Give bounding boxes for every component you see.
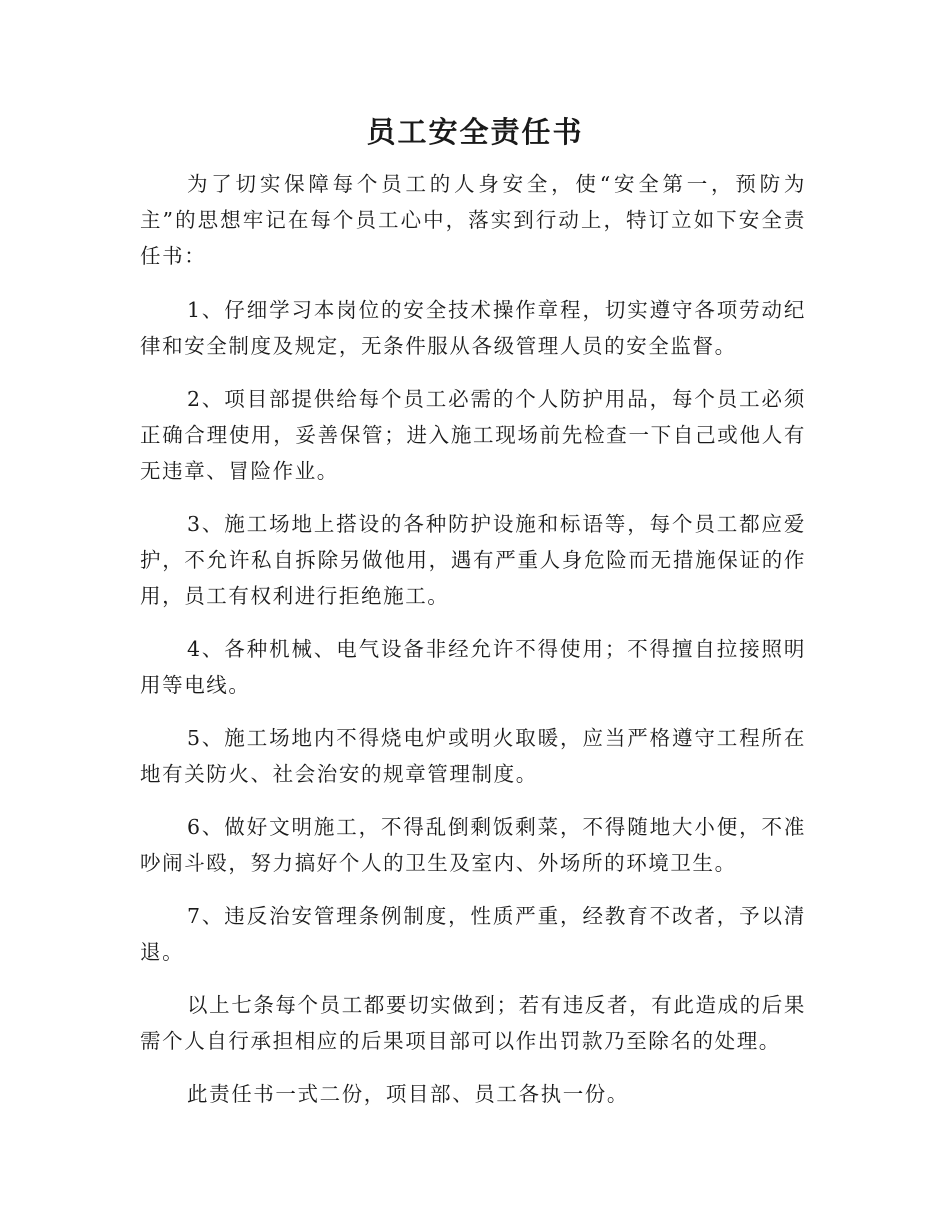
document-body: [140, 166, 806, 1129]
clause-6: 6、做好文明施工，不得乱倒剩饭剩菜，不得随地大小便，不准吵闹斗殴，努力搞好个人的卫生及室内、外场所的环境卫生。: [140, 815, 806, 875]
intro-paragraph: 为了切实保障每个员工的人身安全，使“安全第一，预防为主”的思想牢记在每个员工心中，落实到行动上，特订立如下安全责任书：: [140, 172, 806, 268]
clause-4: 4、各种机械、电气设备非经允许不得使用；不得擅自拉接照明用等电线。: [140, 637, 806, 697]
document-title: 员工安全责任书: [366, 115, 584, 149]
clause-1: 1、仔细学习本岗位的安全技术操作章程，切实遵守各项劳动纪律和安全制度及规定，无条件服从各级管理人员的安全监督。: [140, 298, 806, 358]
clause-5: 5、施工场地内不得烧电炉或明火取暖，应当严格遵守工程所在地有关防火、社会治安的规章管理制度。: [140, 726, 806, 786]
clause-7: 7、违反治安管理条例制度，性质严重，经教育不改者，予以清退。: [140, 904, 806, 964]
copies-paragraph: 此责任书一式二份，项目部、员工各执一份。: [187, 1082, 629, 1106]
clause-3: 3、施工场地上搭设的各种防护设施和标语等，每个员工都应爱护，不允许私自拆除另做他用，遇有严重人身危险而无措施保证的作用，员工有权利进行拒绝施工。: [140, 512, 806, 608]
closing-paragraph: 以上七条每个员工都要切实做到；若有违反者，有此造成的后果需个人自行承担相应的后果项目部可以作出罚款乃至除名的处理。: [140, 993, 806, 1053]
clause-2: 2、项目部提供给每个员工必需的个人防护用品，每个员工必须正确合理使用，妥善保管；进入施工现场前先检查一下自己或他人有无违章、冒险作业。: [140, 387, 806, 483]
